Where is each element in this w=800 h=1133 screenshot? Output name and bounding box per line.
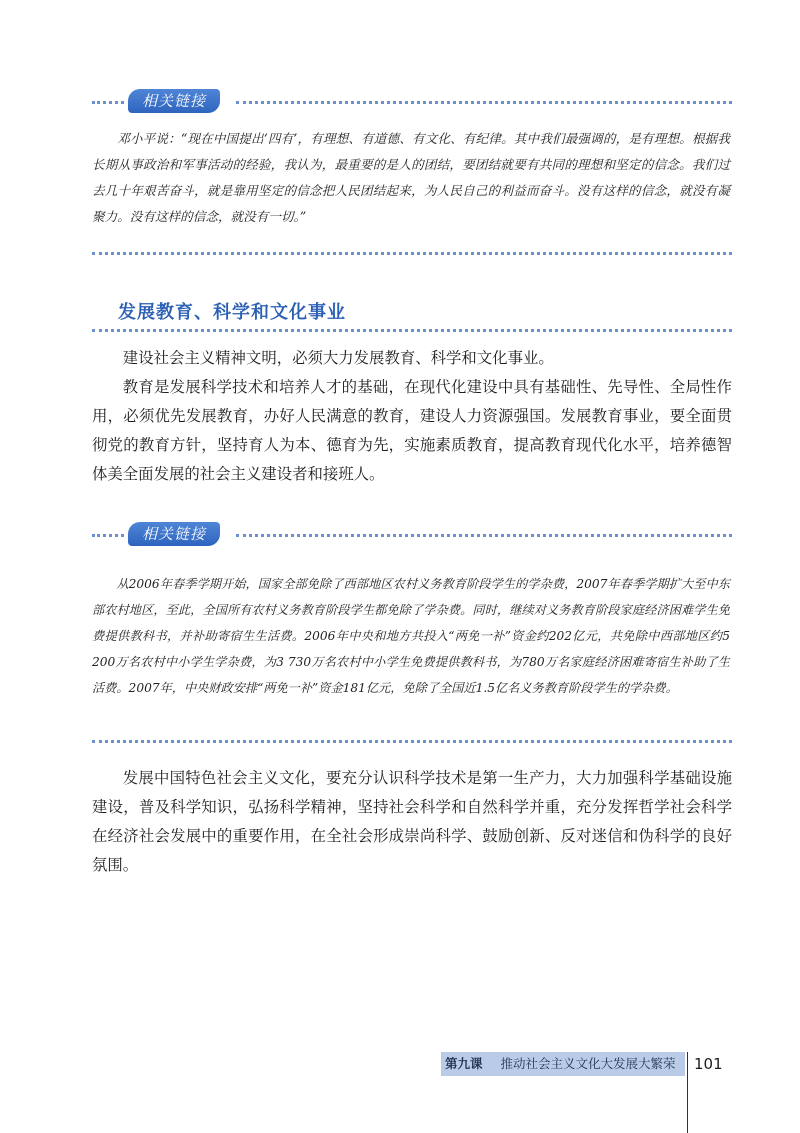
footer-divider <box>687 1052 688 1133</box>
related-link-tag: 相关链接 <box>128 89 220 113</box>
paragraph: 发展中国特色社会主义文化，要充分认识科学技术是第一生产力，大力加强科学基础设施建设，普及科学知识，弘扬科学精神，坚持社会科学和自然科学并重，充分发挥哲学社会科学在经济社会发展中的重要作用，在全社会形成崇尚科学、鼓励创新、反对迷信和伪科学的良好氛围。 <box>92 769 732 874</box>
dotted-divider <box>236 534 732 537</box>
lesson-title: 推动社会主义文化大发展大繁荣 <box>500 1056 676 1071</box>
dotted-divider <box>92 740 732 743</box>
section-title: 发展教育、科学和文化事业 <box>118 302 346 323</box>
dotted-divider <box>236 101 732 104</box>
dotted-divider <box>92 252 732 255</box>
page-number: 101 <box>694 1055 723 1073</box>
related-link-text: 邓小平说：“现在中国提出‘四有’，有理想、有道德、有文化、有纪律。其中我们最强调的，是有理想。根据我长期从事政治和军事活动的经验，我认为，最重要的是人的团结，要团结就要有共同的理想和坚定的信念。我们过去几十年艰苦奋斗，就是靠用坚定的信念把人民团结起来，为人民自己的利益而奋斗。没有这样的信念，就没有凝聚力。没有这样的信念，就没有一切。” <box>92 131 730 224</box>
section-body <box>92 344 732 489</box>
lesson-number: 第九课 <box>445 1056 483 1071</box>
footer-bar <box>441 1052 685 1076</box>
related-link-tag: 相关链接 <box>128 522 220 546</box>
closing-body <box>92 764 732 880</box>
paragraph: 教育是发展科学技术和培养人才的基础，在现代化建设中具有基础性、先导性、全局性作用，必须优先发展教育，办好人民满意的教育，建设人力资源强国。发展教育事业，要全面贯彻党的教育方针，坚持育人为本、德育为先，实施素质教育，提高教育现代化水平，培养德智体美全面发展的社会主义建设者和接班人。 <box>92 378 732 483</box>
related-link-text: 从2006年春季学期开始，国家全部免除了西部地区农村义务教育阶段学生的学杂费，2007年春季学期扩大至中东部农村地区，至此，全国所有农村义务教育阶段学生都免除了学杂费。同时，继续对义务教育阶段家庭经济困难学生免费提供教科书，并补助寄宿生生活费。2006年中央和地方共投入“两免一补”资金约202亿元，共免除中西部地区约5 200万名农村中小学生学杂费，为3 730万名农村中小学生免费提供教科书，为780万名家庭经济困难寄宿生补助了生活费。2007年，中央财政安排“两免一补”资金181亿元，免除了全国近1.5亿名义务教育阶段学生的学杂费。 <box>92 577 730 695</box>
dotted-divider <box>92 329 732 332</box>
paragraph: 建设社会主义精神文明，必须大力发展教育、科学和文化事业。 <box>122 349 554 367</box>
